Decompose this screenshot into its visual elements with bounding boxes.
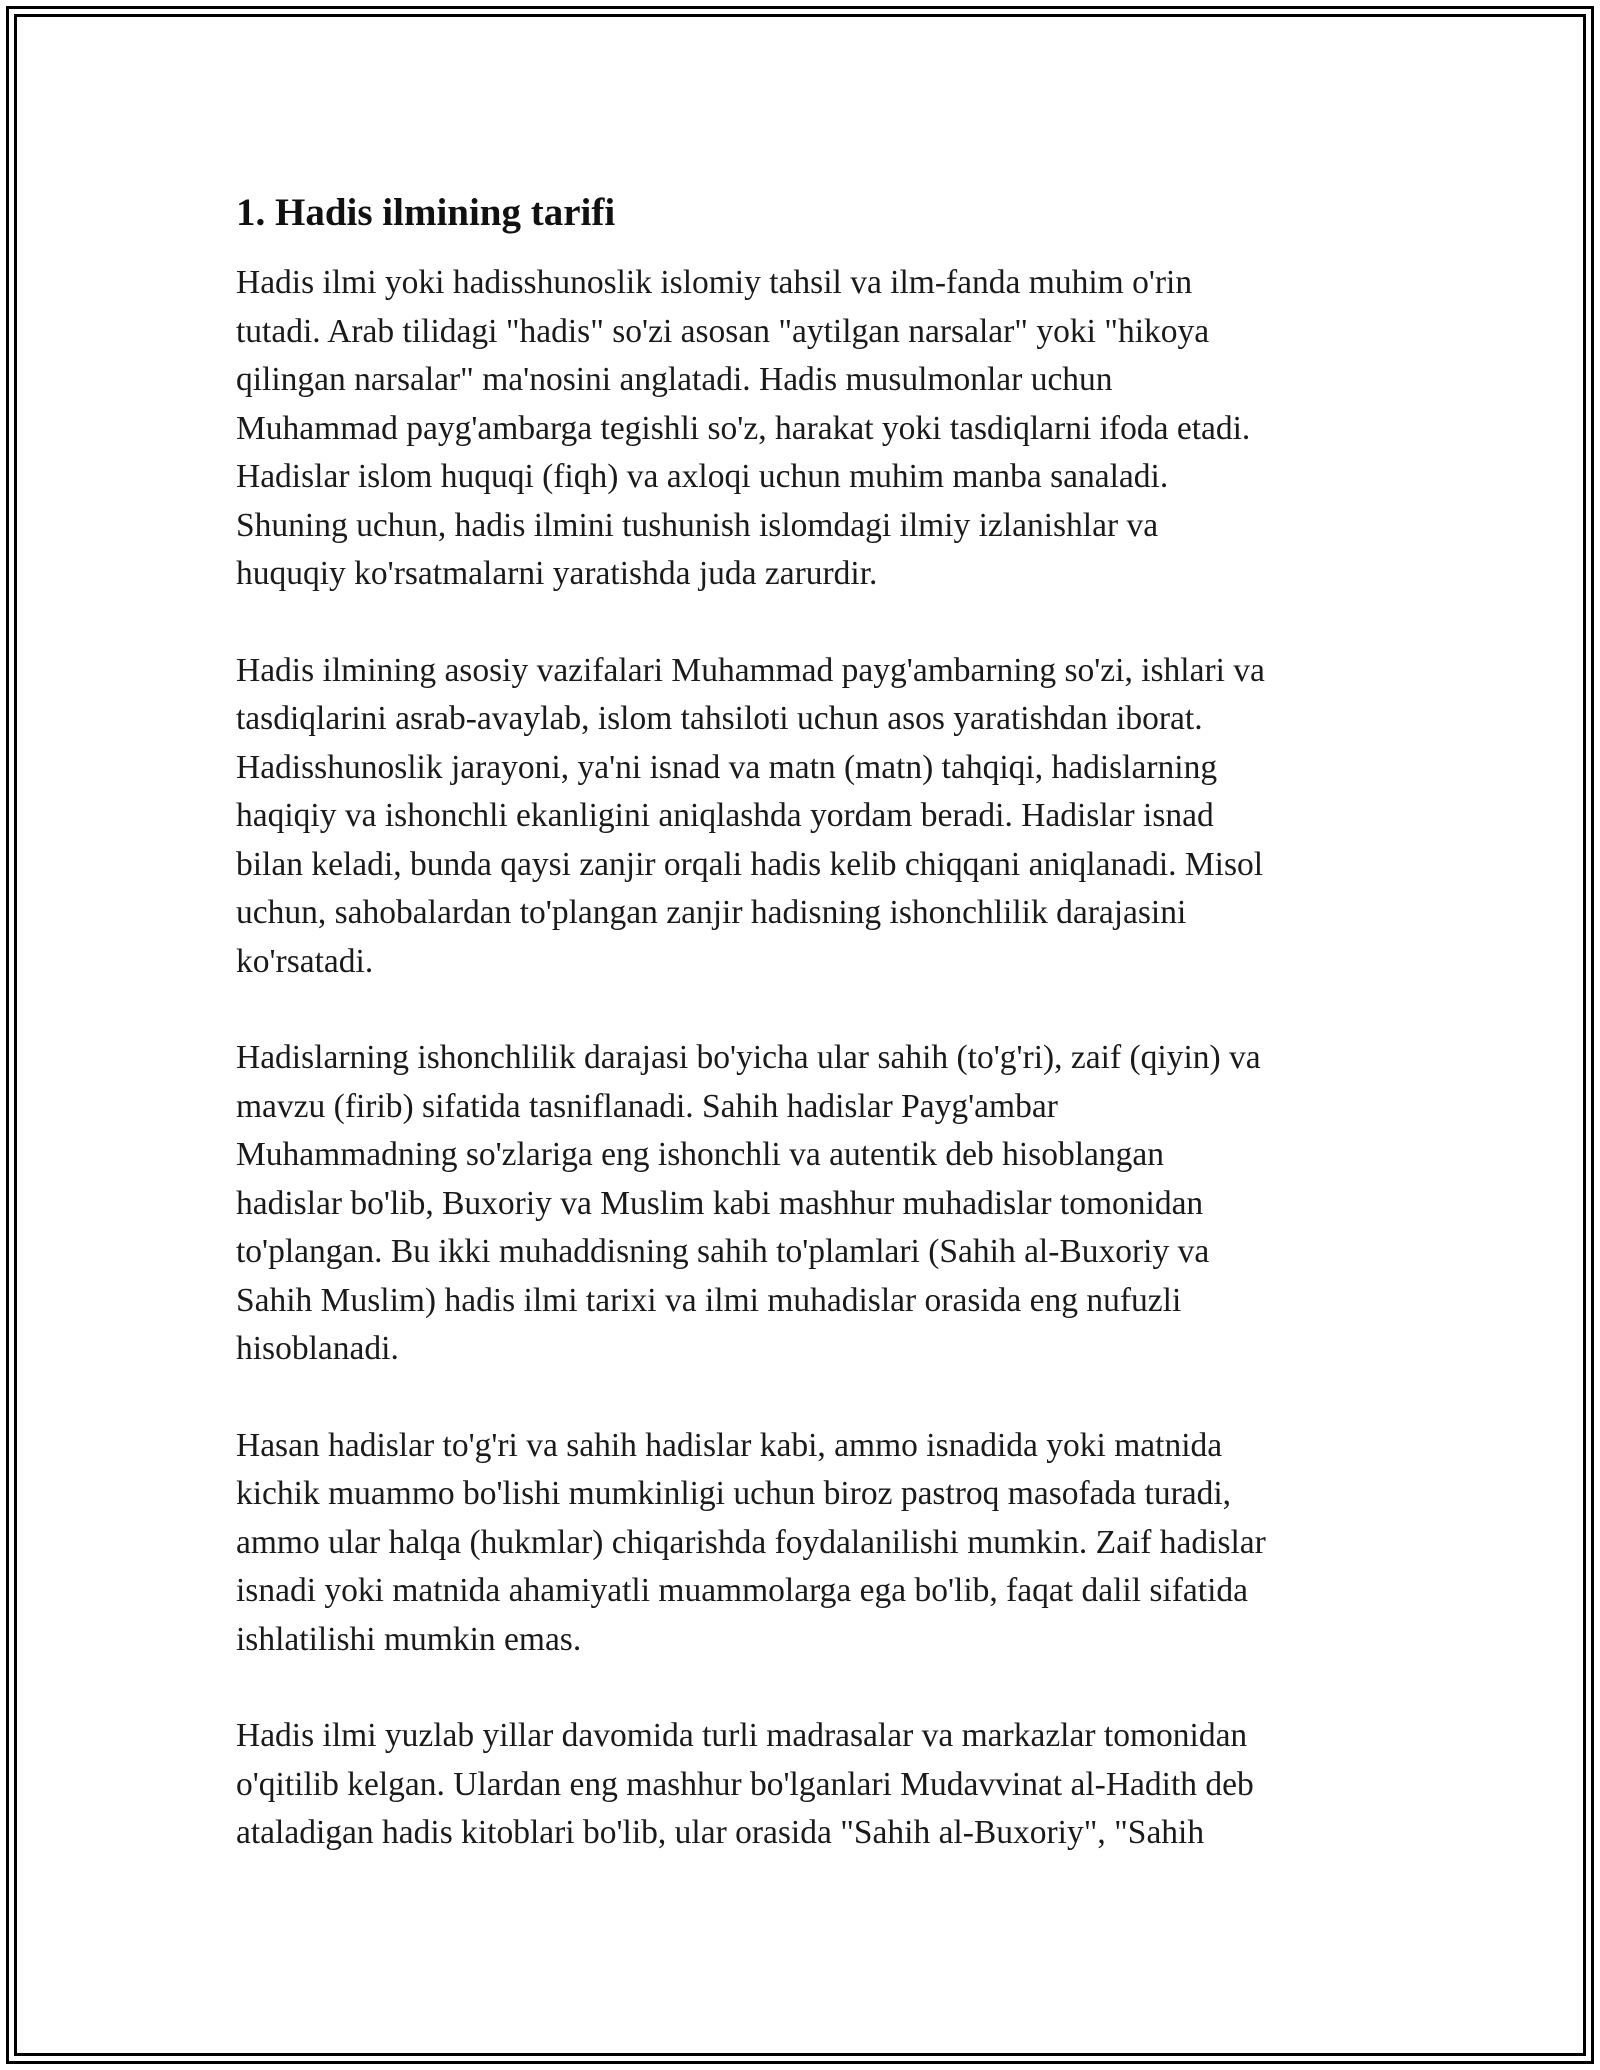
- text-line: o'qitilib kelgan. Ulardan eng mashhur bo'lganlari Mudavvinat al-Hadith deb: [236, 1765, 1254, 1803]
- text-line: ammo ular halqa (hukmlar) chiqarishda foydalanilishi mumkin. Zaif hadislar: [236, 1523, 1266, 1561]
- paragraph: [236, 259, 1386, 599]
- text-line: isnadi yoki matnida ahamiyatli muammolarga ega bo'lib, faqat dalil sifatida: [236, 1572, 1249, 1609]
- paragraph-list: [236, 259, 1386, 1858]
- text-line: ko'rsatadi.: [236, 942, 374, 980]
- text-line: tutadi. Arab tilidagi "hadis" so'zi asosan "aytilgan narsalar" yoki "hikoya: [236, 312, 1210, 350]
- text-line: tasdiqlarini asrab-avaylab, islom tahsiloti uchun asos yaratishdan iborat.: [236, 700, 1203, 737]
- paragraph: [236, 647, 1386, 987]
- text-line: qilingan narsalar" ma'nosini anglatadi. Hadis musulmonlar uchun: [236, 361, 1113, 398]
- text-line: uchun, sahobalardan to'plangan zanjir hadisning ishonchlilik darajasini: [236, 894, 1187, 931]
- text-line: hadislar bo'lib, Buxoriy va Muslim kabi mashhur muhadislar tomonidan: [236, 1184, 1204, 1222]
- text-line: bilan keladi, bunda qaysi zanjir orqali hadis kelib chiqqani aniqlanadi. Misol: [236, 845, 1264, 883]
- text-line: Muhammad payg'ambarga tegishli so'z, harakat yoki tasdiqlarni ifoda etadi.: [236, 409, 1251, 447]
- text-line: mavzu (firib) sifatida tasniflanadi. Sahih hadislar Payg'ambar: [236, 1087, 1058, 1125]
- section-heading: 1. Hadis ilmining tarifi: [236, 191, 616, 234]
- text-line: kichik muammo bo'lishi mumkinligi uchun biroz pastroq masofada turadi,: [236, 1475, 1232, 1512]
- text-line: hisoblanadi.: [236, 1330, 399, 1367]
- text-line: ishlatilishi mumkin emas.: [236, 1620, 582, 1658]
- text-line: haqiqiy va ishonchli ekanligini aniqlashda yordam beradi. Hadislar isnad: [236, 797, 1214, 834]
- text-line: Sahih Muslim) hadis ilmi tarixi va ilmi muhadislar orasida eng nufuzli: [236, 1281, 1182, 1319]
- document-body: [236, 185, 1386, 1906]
- paragraph: [236, 1034, 1386, 1374]
- text-line: to'plangan. Bu ikki muhaddisning sahih to'plamlari (Sahih al-Buxoriy va: [236, 1233, 1210, 1270]
- text-line: Hadisshunoslik jarayoni, ya'ni isnad va matn (matn) tahqiqi, hadislarning: [236, 748, 1218, 786]
- text-line: Hadislarning ishonchlilik darajasi bo'yicha ular sahih (to'g'ri), zaif (qiyin) va: [236, 1039, 1261, 1076]
- text-line: Muhammadning so'zlariga eng ishonchli va autentik deb hisoblangan: [236, 1136, 1165, 1173]
- text-line: Shuning uchun, hadis ilmini tushunish islomdagi ilmiy izlanishlar va: [236, 506, 1159, 544]
- paragraph: [236, 1422, 1386, 1665]
- text-line: huquqiy ko'rsatmalarni yaratishda juda zarurdir.: [236, 555, 878, 592]
- text-line: Hadis ilmining asosiy vazifalari Muhammad payg'ambarning so'zi, ishlari va: [236, 651, 1265, 689]
- text-line: Hadislar islom huquqi (fiqh) va axloqi uchun muhim manba sanaladi.: [236, 458, 1169, 495]
- text-line: Hasan hadislar to'g'ri va sahih hadislar kabi, ammo isnadida yoki matnida: [236, 1426, 1223, 1464]
- text-line: Hadis ilmi yoki hadisshunoslik islomiy tahsil va ilm-fanda muhim o'rin: [236, 264, 1193, 301]
- paragraph: [236, 1712, 1386, 1858]
- text-line: Hadis ilmi yuzlab yillar davomida turli madrasalar va markazlar tomonidan: [236, 1717, 1248, 1754]
- text-line: ataladigan hadis kitoblari bo'lib, ular orasida "Sahih al-Buxoriy", "Sahih: [236, 1814, 1205, 1851]
